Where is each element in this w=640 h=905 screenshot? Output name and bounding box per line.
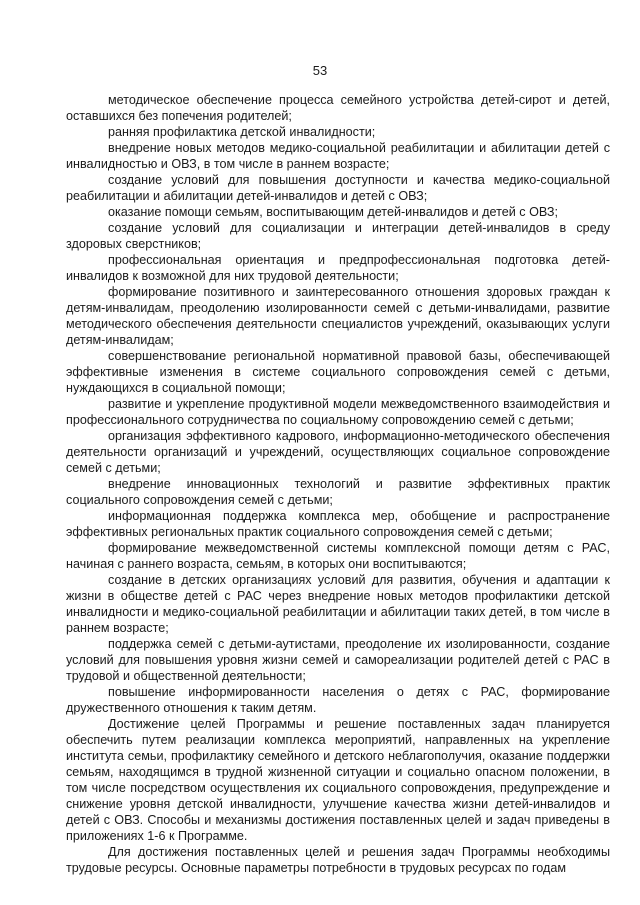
paragraph: Достижение целей Программы и решение поставленных задач планируется обеспечить путем реализации комплекса мероприятий, направленных на укрепление института семьи, профилактику семейного и детского неблагополучия, оказание поддержки семьям, находящимся в трудной жизненной ситуации и социально опасном положении, в том числе посредством осуществления их социального сопровождения, предупреждение и снижение уровня детской инвалидности, улучшение качества жизни детей-инвалидов и детей с ОВЗ. Способы и механизмы достижения поставленных целей и задач приведены в приложениях 1-6 к Программе. — [66, 717, 610, 843]
paragraph: профессиональная ориентация и предпрофессиональная подготовка детей-инвалидов к возможной для них трудовой деятельности; — [66, 253, 610, 283]
paragraph: совершенствование региональной нормативной правовой базы, обеспечивающей эффективные изменения в системе социального сопровождения семей с детьми, нуждающихся в социальной помощи; — [66, 349, 610, 395]
paragraph: формирование межведомственной системы комплексной помощи детям с РАС, начиная с раннего возраста, семьям, в которых они воспитываются; — [66, 541, 610, 571]
paragraph: повышение информированности населения о детях с РАС, формирование дружественного отношения к таким детям. — [66, 685, 610, 715]
paragraph: формирование позитивного и заинтересованного отношения здоровых граждан к детям-инвалидам, преодолению изолированности семей с детьми-инвалидами, развитие методического обеспечения деятельности специалистов учреждений, оказывающих услуги детям-инвалидам; — [66, 285, 610, 347]
paragraph: организация эффективного кадрового, информационно-методического обеспечения деятельности организаций и учреждений, осуществляющих социальное сопровождение семей с детьми; — [66, 429, 610, 475]
page-number: 53 — [312, 63, 328, 78]
paragraph: поддержка семей с детьми-аутистами, преодоление их изолированности, создание условий для повышения уровня жизни семей и самореализации родителей детей с РАС в трудовой и общественной деятельности; — [66, 637, 610, 683]
paragraph: методическое обеспечение процесса семейного устройства детей-сирот и детей, оставшихся без попечения родителей; — [66, 93, 610, 123]
paragraph: создание условий для повышения доступности и качества медико-социальной реабилитации и абилитации детей-инвалидов и детей с ОВЗ; — [66, 173, 610, 203]
paragraph: создание в детских организациях условий для развития, обучения и адаптации к жизни в обществе детей с РАС через внедрение новых методов профилактики детской инвалидности и медико-социальной реабилитации и абилитации таких детей, в том числе в раннем возрасте; — [66, 573, 610, 635]
paragraph: ранняя профилактика детской инвалидности; — [108, 125, 376, 139]
document-body — [66, 92, 610, 876]
paragraph: Для достижения поставленных целей и решения задач Программы необходимы трудовые ресурсы. Основные параметры потребности в трудовых ресурсах по годам — [66, 845, 610, 875]
paragraph: внедрение новых методов медико-социальной реабилитации и абилитации детей с инвалидностью и ОВЗ, в том числе в раннем возрасте; — [66, 141, 610, 171]
paragraph: развитие и укрепление продуктивной модели межведомственного взаимодействия и профессионального сотрудничества по социальному сопровождению семей с детьми; — [66, 397, 610, 427]
paragraph: создание условий для социализации и интеграции детей-инвалидов в среду здоровых сверстников; — [66, 221, 610, 251]
paragraph: информационная поддержка комплекса мер, обобщение и распространение эффективных региональных практик социального сопровождения семей с детьми; — [66, 509, 610, 539]
paragraph: оказание помощи семьям, воспитывающим детей-инвалидов и детей с ОВЗ; — [108, 205, 558, 219]
paragraph: внедрение инновационных технологий и развитие эффективных практик социального сопровождения семей с детьми; — [66, 477, 610, 507]
